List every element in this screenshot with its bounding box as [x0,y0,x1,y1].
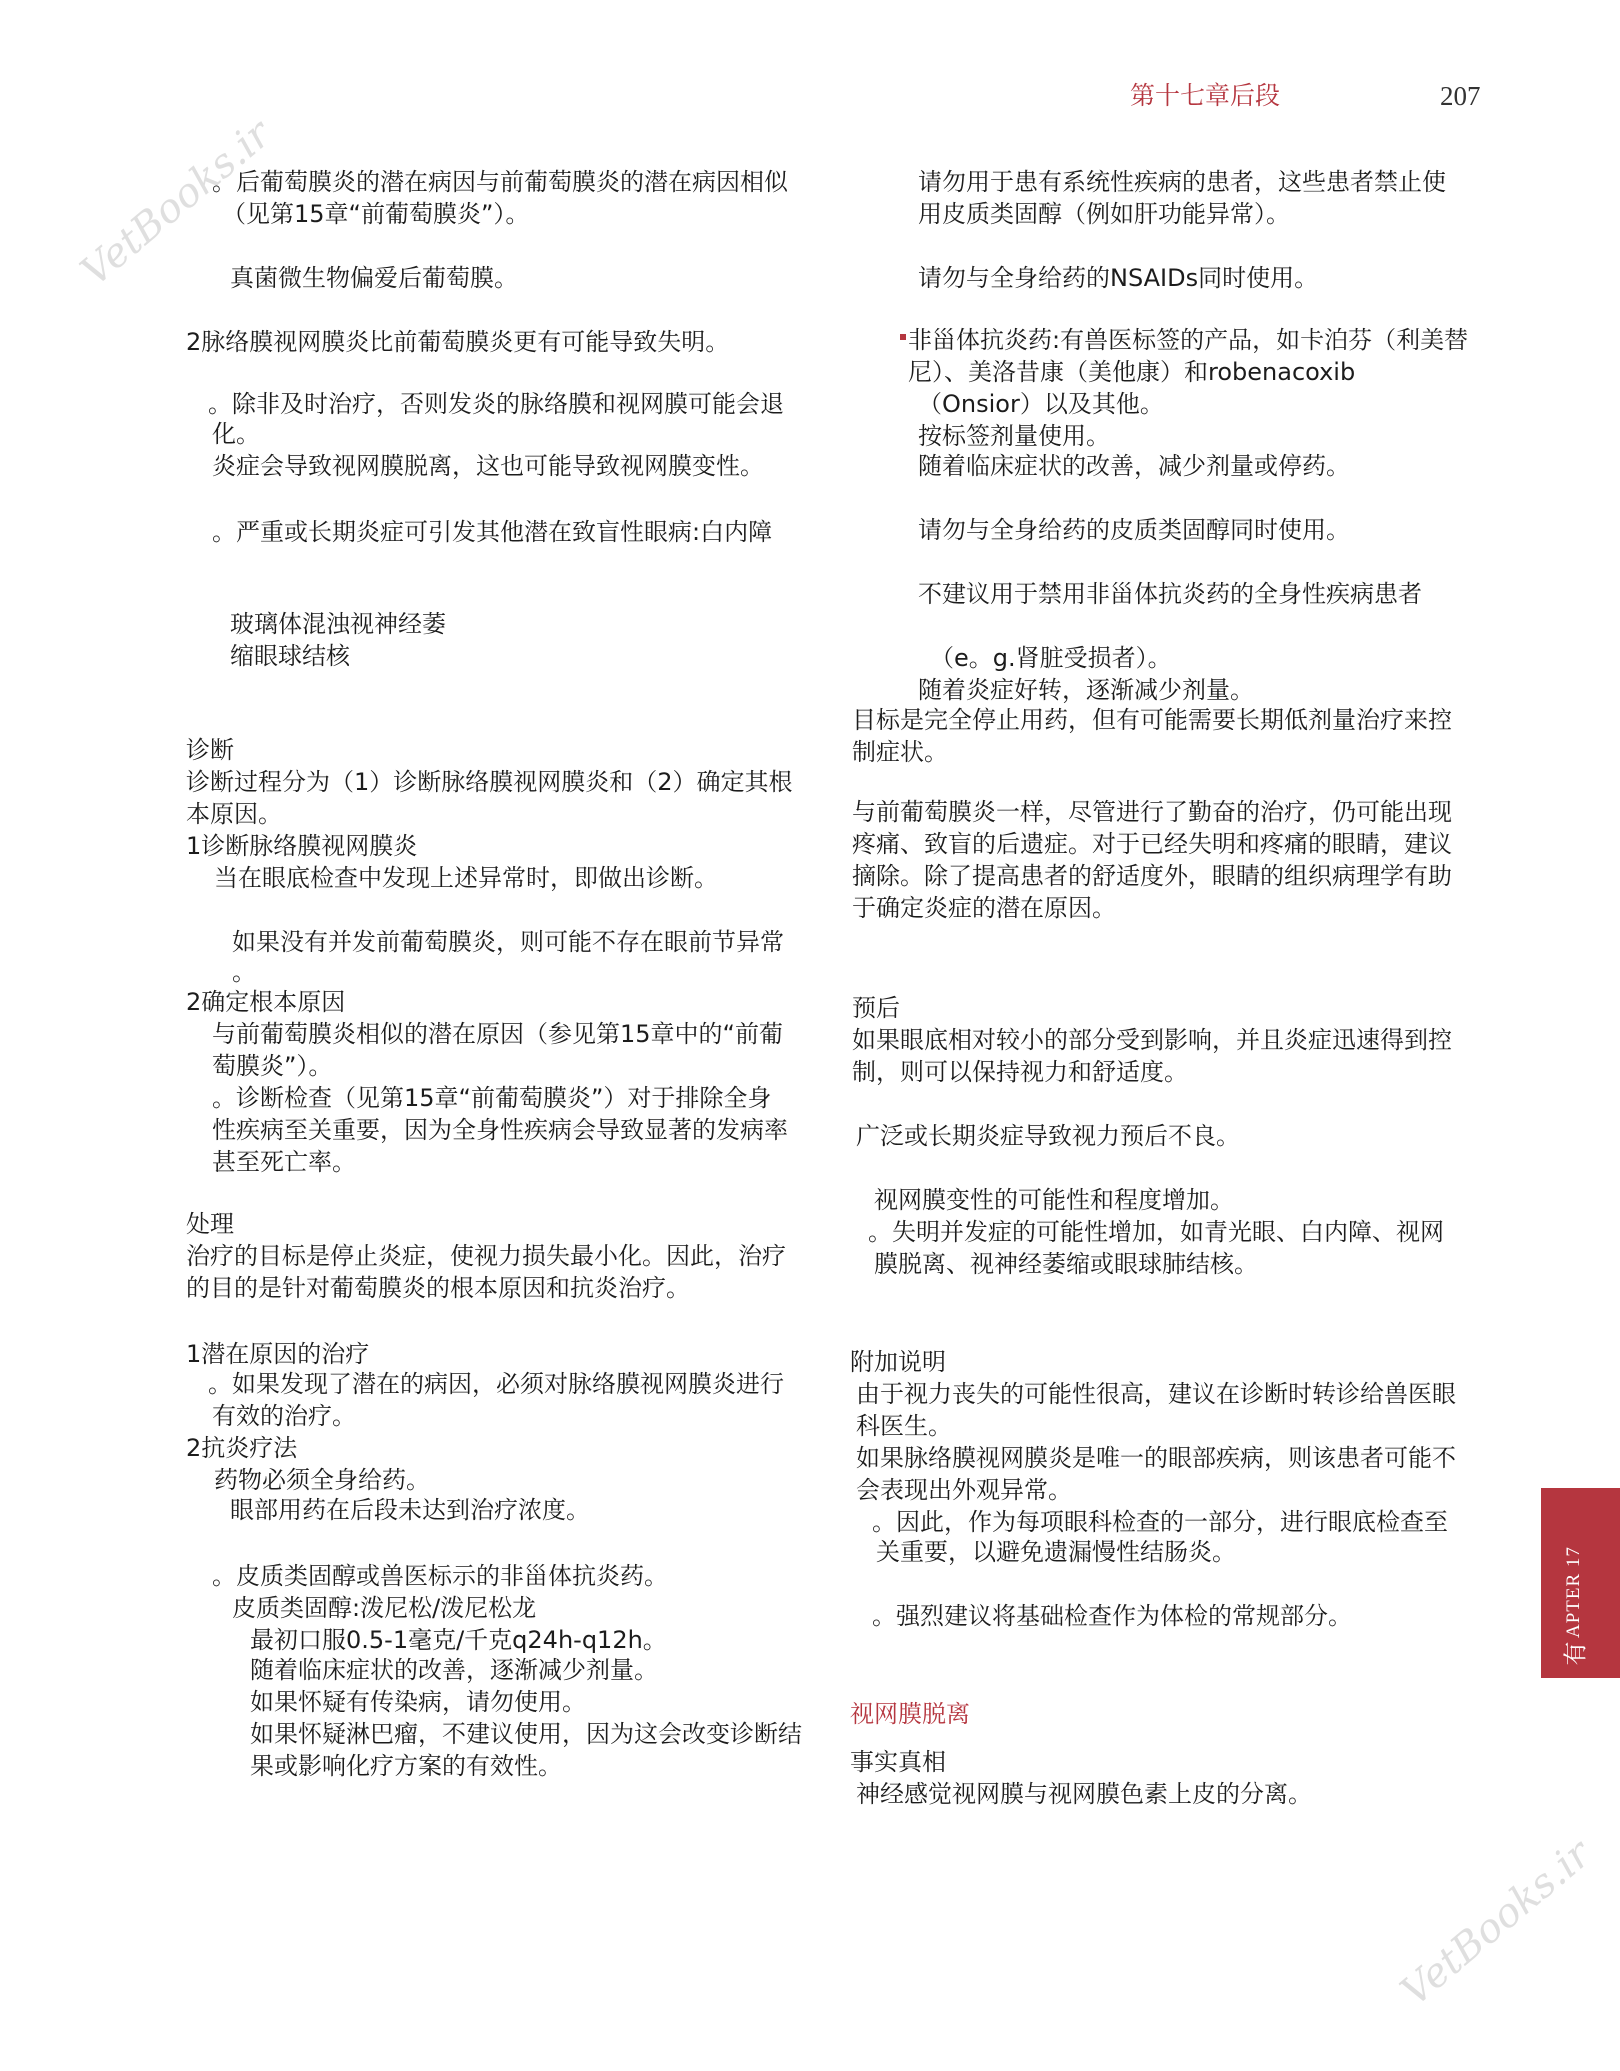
subheading: 2抗炎疗法 [186,1434,298,1462]
section-heading-diagnosis: 诊断 [186,736,234,764]
body-line: 尼）、美洛昔康（美他康）和robenacoxib [908,358,1356,386]
watermark-top-left: VetBooks.ir [72,110,280,296]
body-line: 2脉络膜视网膜炎比前葡萄膜炎更有可能导致失明。 [186,328,730,356]
body-line: 化。 [212,420,260,448]
body-line: 由于视力丧失的可能性很高，建议在诊断时转诊给兽医眼 [856,1380,1456,1408]
body-line: 缩眼球结核 [230,642,350,670]
body-line: 随着临床症状的改善，减少剂量或停药。 [918,452,1350,480]
chapter-tab-label: APTER 17 [1563,1546,1584,1638]
body-line: 。 [232,958,256,986]
body-line: 制症状。 [852,738,948,766]
body-line: 炎症会导致视网膜脱离，这也可能导致视网膜变性。 [212,452,764,480]
body-line: （e。g.肾脏受损者）。 [930,644,1172,672]
body-line: 。失明并发症的可能性增加，如青光眼、白内障、视网 [868,1218,1444,1246]
body-line: 果或影响化疗方案的有效性。 [250,1752,562,1780]
body-line: 治疗的目标是停止炎症，使视力损失最小化。因此，治疗 [186,1242,786,1270]
body-line: 如果眼底相对较小的部分受到影响，并且炎症迅速得到控 [852,1026,1452,1054]
watermark-bottom-right: VetBooks.ir [1392,1830,1600,2016]
body-line: 目标是完全停止用药，但有可能需要长期低剂量治疗来控 [852,706,1452,734]
body-line: 。强烈建议将基础检查作为体检的常规部分。 [872,1602,1352,1630]
section-heading-prognosis: 预后 [852,994,900,1022]
body-line: 如果脉络膜视网膜炎是唯一的眼部疾病，则该患者可能不 [856,1444,1456,1472]
body-line: 请勿与全身给药的NSAIDs同时使用。 [918,264,1319,292]
subheading: 事实真相 [850,1748,946,1776]
body-line: 广泛或长期炎症导致视力预后不良。 [856,1122,1240,1150]
chapter-header: 第十七章后段 [1130,81,1281,110]
chapter-side-tab [1541,1488,1620,1678]
body-line: 的目的是针对葡萄膜炎的根本原因和抗炎治疗。 [186,1274,690,1302]
body-line: 性疾病至关重要，因为全身性疾病会导致显著的发病率 [212,1116,788,1144]
body-line: 膜脱离、视神经萎缩或眼球肺结核。 [874,1250,1258,1278]
section-heading-retinal-detachment: 视网膜脱离 [850,1700,970,1728]
body-line: 如果怀疑有传染病，请勿使用。 [250,1688,586,1716]
body-line: 。除非及时治疗，否则发炎的脉络膜和视网膜可能会退 [208,390,784,418]
body-line: 与前葡萄膜炎一样，尽管进行了勤奋的治疗，仍可能出现 [852,798,1452,826]
subheading: 1诊断脉络膜视网膜炎 [186,832,418,860]
body-line: 摘除。除了提高患者的舒适度外，眼睛的组织病理学有助 [852,862,1452,890]
body-line: 有效的治疗。 [212,1402,356,1430]
body-line: 不建议用于禁用非甾体抗炎药的全身性疾病患者 [918,580,1422,608]
body-line: 如果没有并发前葡萄膜炎，则可能不存在眼前节异常 [232,928,784,956]
body-line: 玻璃体混浊视神经萎 [230,610,446,638]
body-line: 。皮质类固醇或兽医标示的非甾体抗炎药。 [212,1562,668,1590]
section-heading-notes: 附加说明 [850,1348,946,1376]
subheading: 1潜在原因的治疗 [186,1340,370,1368]
body-line: 真菌微生物偏爱后葡萄膜。 [230,264,518,292]
body-line: 最初口服0.5-1毫克/千克q24h-q12h。 [250,1626,667,1654]
body-line: 萄膜炎”）。 [212,1052,333,1080]
body-line: 神经感觉视网膜与视网膜色素上皮的分离。 [856,1780,1312,1808]
body-line: 疼痛、致盲的后遗症。对于已经失明和疼痛的眼睛，建议 [852,830,1452,858]
body-line: 。因此，作为每项眼科检查的一部分，进行眼底检查至 [872,1508,1448,1536]
body-line: 关重要，以避免遗漏慢性结肠炎。 [876,1538,1236,1566]
body-line: 。如果发现了潜在的病因，必须对脉络膜视网膜炎进行 [208,1370,784,1398]
body-line: 如果怀疑淋巴瘤，不建议使用，因为这会改变诊断结 [250,1720,802,1748]
body-line: 当在眼底检查中发现上述异常时，即做出诊断。 [214,864,718,892]
body-line: 会表现出外观异常。 [856,1476,1072,1504]
body-line: 药物必须全身给药。 [214,1466,430,1494]
body-line: 诊断过程分为（1）诊断脉络膜视网膜炎和（2）确定其根 [186,768,793,796]
body-line: 。严重或长期炎症可引发其他潜在致盲性眼病:白内障 [212,518,773,546]
body-line: 于确定炎症的潜在原因。 [852,894,1116,922]
body-line: 。诊断检查（见第15章“前葡萄膜炎”）对于排除全身 [212,1084,772,1112]
body-line: 皮质类固醇:泼尼松/泼尼松龙 [232,1594,537,1622]
body-line: 眼部用药在后段未达到治疗浓度。 [230,1496,590,1524]
body-line: （见第15章“前葡萄膜炎”）。 [222,200,530,228]
bullet-icon [900,334,906,340]
chapter-tab-glyph: 有 [1561,1641,1590,1666]
body-line: 用皮质类固醇（例如肝功能异常）。 [918,200,1290,228]
subheading: 2确定根本原因 [186,988,346,1016]
body-line: （Onsior）以及其他。 [918,390,1164,418]
body-line: 与前葡萄膜炎相似的潜在原因（参见第15章中的“前葡 [212,1020,783,1048]
body-line: 随着炎症好转，逐渐减少剂量。 [918,676,1254,704]
section-heading-treatment: 处理 [186,1210,234,1238]
body-line: 甚至死亡率。 [212,1148,356,1176]
body-line: 非甾体抗炎药:有兽医标签的产品，如卡泊芬（利美替 [908,326,1469,354]
body-line: 按标签剂量使用。 [918,422,1110,450]
body-line: 制，则可以保持视力和舒适度。 [852,1058,1188,1086]
body-line: 请勿用于患有系统性疾病的患者，这些患者禁止使 [918,168,1446,196]
page-number: 207 [1440,81,1481,111]
body-line: 随着临床症状的改善，逐渐减少剂量。 [250,1656,658,1684]
body-line: 科医生。 [856,1412,952,1440]
body-line: 本原因。 [186,800,282,828]
body-line: 请勿与全身给药的皮质类固醇同时使用。 [918,516,1350,544]
body-line: 视网膜变性的可能性和程度增加。 [874,1186,1234,1214]
body-line: 。后葡萄膜炎的潜在病因与前葡萄膜炎的潜在病因相似 [212,168,788,196]
